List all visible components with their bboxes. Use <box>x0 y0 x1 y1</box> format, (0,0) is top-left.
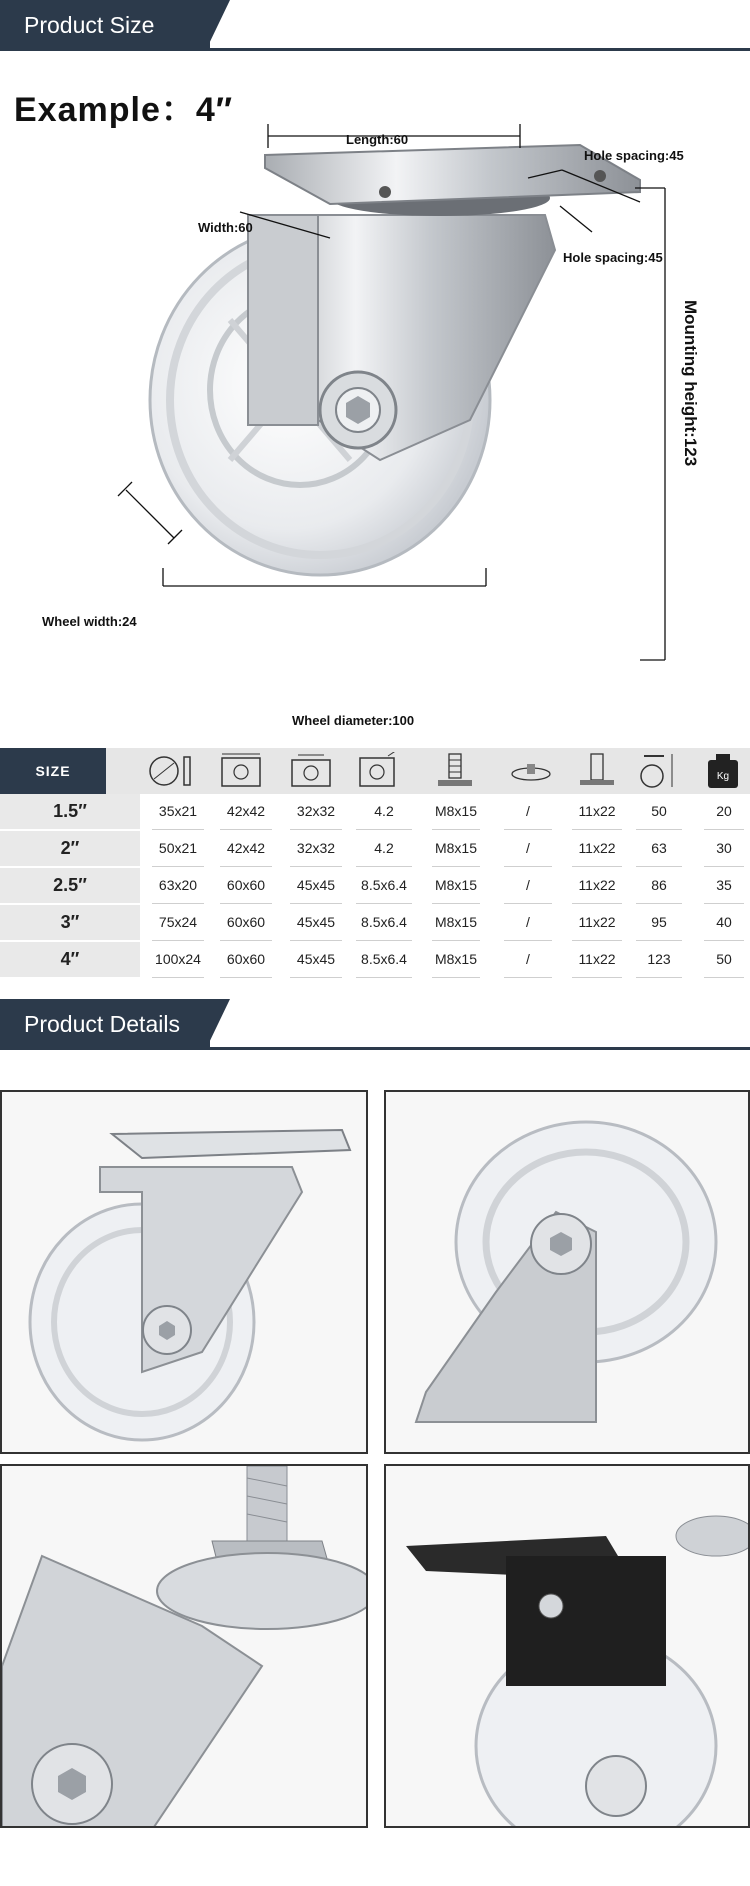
cell-underline <box>152 866 204 867</box>
table-cell: 123 <box>647 951 671 967</box>
cell-underline <box>220 829 272 830</box>
table-row <box>0 794 750 831</box>
size-row-label: 1.5″ <box>0 794 140 829</box>
table-cell: / <box>526 914 530 930</box>
size-row-label: 4″ <box>0 942 140 977</box>
cell-underline <box>504 903 552 904</box>
table-cell: 42x42 <box>226 840 266 856</box>
cell-underline <box>220 866 272 867</box>
table-cell: 45x45 <box>296 951 336 967</box>
caster-stem-closeup <box>2 1466 368 1828</box>
size-table <box>0 748 750 979</box>
cell-underline <box>356 829 412 830</box>
table-cell: 50 <box>651 803 667 819</box>
table-cell: 86 <box>651 877 667 893</box>
fork-bracket <box>248 215 555 460</box>
cell-underline <box>152 977 204 978</box>
table-body <box>0 794 750 979</box>
table-cell: 95 <box>651 914 667 930</box>
width-label: Width:60 <box>198 220 253 235</box>
hole-spacing-top-label: Hole spacing:45 <box>584 148 684 163</box>
table-cell: 11x22 <box>578 877 616 893</box>
caster-wheel-closeup <box>386 1092 750 1454</box>
caster-front-view <box>2 1092 368 1454</box>
table-cell: 45x45 <box>296 877 336 893</box>
table-cell: M8x15 <box>434 803 478 819</box>
size-header: SIZE <box>0 748 106 794</box>
length-label: Length:60 <box>346 132 409 147</box>
table-row <box>0 905 750 942</box>
table-cell: 50x21 <box>158 840 198 856</box>
table-cell: 20 <box>716 803 732 819</box>
table-cell: 63x20 <box>158 877 198 893</box>
detail-photo-wheel <box>384 1090 750 1454</box>
axle-bolt <box>320 372 396 448</box>
cell-underline <box>290 940 342 941</box>
wheel-dimension-icon <box>148 752 194 790</box>
cell-underline <box>636 866 682 867</box>
stem-length-icon <box>574 752 620 790</box>
load-capacity-icon <box>700 752 746 790</box>
cell-underline <box>704 866 744 867</box>
table-cell: 4.2 <box>374 803 394 819</box>
table-cell: 40 <box>716 914 732 930</box>
cell-underline <box>704 903 744 904</box>
cell-underline <box>432 977 480 978</box>
caster-diagram <box>0 120 750 720</box>
cell-underline <box>572 866 622 867</box>
cell-underline <box>220 903 272 904</box>
table-cell: 60x60 <box>226 951 266 967</box>
cell-underline <box>356 940 412 941</box>
cell-underline <box>636 829 682 830</box>
product-details-title: Product Details <box>0 999 210 1049</box>
table-cell: 11x22 <box>578 803 616 819</box>
table-cell: / <box>526 951 530 967</box>
header-slant <box>206 0 230 50</box>
cell-underline <box>704 940 744 941</box>
table-cell: 11x22 <box>578 840 616 856</box>
cell-underline <box>290 829 342 830</box>
cell-underline <box>152 940 204 941</box>
size-row-label: 2.5″ <box>0 868 140 903</box>
size-row-label: 2″ <box>0 831 140 866</box>
product-size-title: Product Size <box>0 0 210 50</box>
cell-underline <box>356 903 412 904</box>
table-cell: 60x60 <box>226 877 266 893</box>
detail-photo-front <box>0 1090 368 1454</box>
header-rule <box>0 1047 750 1050</box>
table-cell: M8x15 <box>434 914 478 930</box>
cell-underline <box>356 977 412 978</box>
mounting-height-icon <box>634 752 680 790</box>
table-cell: 11x22 <box>578 914 616 930</box>
wheel-width-label: Wheel width:24 <box>42 614 137 629</box>
table-cell: 45x45 <box>296 914 336 930</box>
size-row-label: 3″ <box>0 905 140 940</box>
table-cell: 75x24 <box>158 914 198 930</box>
table-cell: 4.2 <box>374 840 394 856</box>
table-row <box>0 831 750 868</box>
table-cell: 30 <box>716 840 732 856</box>
table-cell: 8.5x6.4 <box>361 914 407 930</box>
table-cell: 35x21 <box>158 803 198 819</box>
detail-photo-brake <box>384 1464 750 1828</box>
cell-underline <box>290 866 342 867</box>
table-cell: 42x42 <box>226 803 266 819</box>
table-cell: 35 <box>716 877 732 893</box>
cell-underline <box>504 866 552 867</box>
hole-spacing-icon <box>288 752 334 790</box>
table-cell: 11x22 <box>578 951 616 967</box>
table-cell: 8.5x6.4 <box>361 951 407 967</box>
load-icon-text: Kg <box>716 771 730 782</box>
table-cell: M8x15 <box>434 877 478 893</box>
table-cell: M8x15 <box>434 951 478 967</box>
wheel-diameter-label: Wheel diameter:100 <box>292 713 415 728</box>
cell-underline <box>504 940 552 941</box>
detail-photo-stem <box>0 1464 368 1828</box>
header-slant <box>206 999 230 1049</box>
table-cell: 32x32 <box>296 840 336 856</box>
cell-underline <box>636 940 682 941</box>
cell-underline <box>504 829 552 830</box>
cell-underline <box>504 977 552 978</box>
hole-spacing-bottom-label: Hole spacing:45 <box>563 250 663 265</box>
cell-underline <box>704 977 744 978</box>
table-cell: / <box>526 840 530 856</box>
cell-underline <box>636 977 682 978</box>
caster-brake-closeup <box>386 1466 750 1828</box>
cell-underline <box>290 977 342 978</box>
cell-underline <box>636 903 682 904</box>
cell-underline <box>432 866 480 867</box>
table-cell: / <box>526 877 530 893</box>
cell-underline <box>432 903 480 904</box>
table-cell: 63 <box>651 840 667 856</box>
table-cell: / <box>526 803 530 819</box>
mounting-height-label: Mounting height:123 <box>681 300 700 467</box>
cell-underline <box>572 977 622 978</box>
table-cell: 50 <box>716 951 732 967</box>
cell-underline <box>356 866 412 867</box>
table-cell: 8.5x6.4 <box>361 877 407 893</box>
example-title: Example：4″ <box>14 91 234 129</box>
cell-underline <box>220 977 272 978</box>
cell-underline <box>572 829 622 830</box>
cell-underline <box>152 903 204 904</box>
product-size-header <box>0 0 750 54</box>
header-rule <box>0 48 750 51</box>
table-header <box>0 748 750 794</box>
thread-stem-icon <box>432 752 478 790</box>
cell-underline <box>432 829 480 830</box>
plate-size-icon <box>218 752 264 790</box>
cell-underline <box>704 829 744 830</box>
table-row <box>0 868 750 905</box>
cell-underline <box>432 940 480 941</box>
bolt-hole-icon <box>356 752 402 790</box>
table-row <box>0 942 750 979</box>
table-cell: 60x60 <box>226 914 266 930</box>
cell-underline <box>290 903 342 904</box>
cell-underline <box>152 829 204 830</box>
washer-icon <box>508 752 554 790</box>
table-cell: 100x24 <box>155 951 201 967</box>
cell-underline <box>572 940 622 941</box>
cell-underline <box>572 903 622 904</box>
product-details-header <box>0 999 750 1053</box>
cell-underline <box>220 940 272 941</box>
table-cell: 32x32 <box>296 803 336 819</box>
table-cell: M8x15 <box>434 840 478 856</box>
